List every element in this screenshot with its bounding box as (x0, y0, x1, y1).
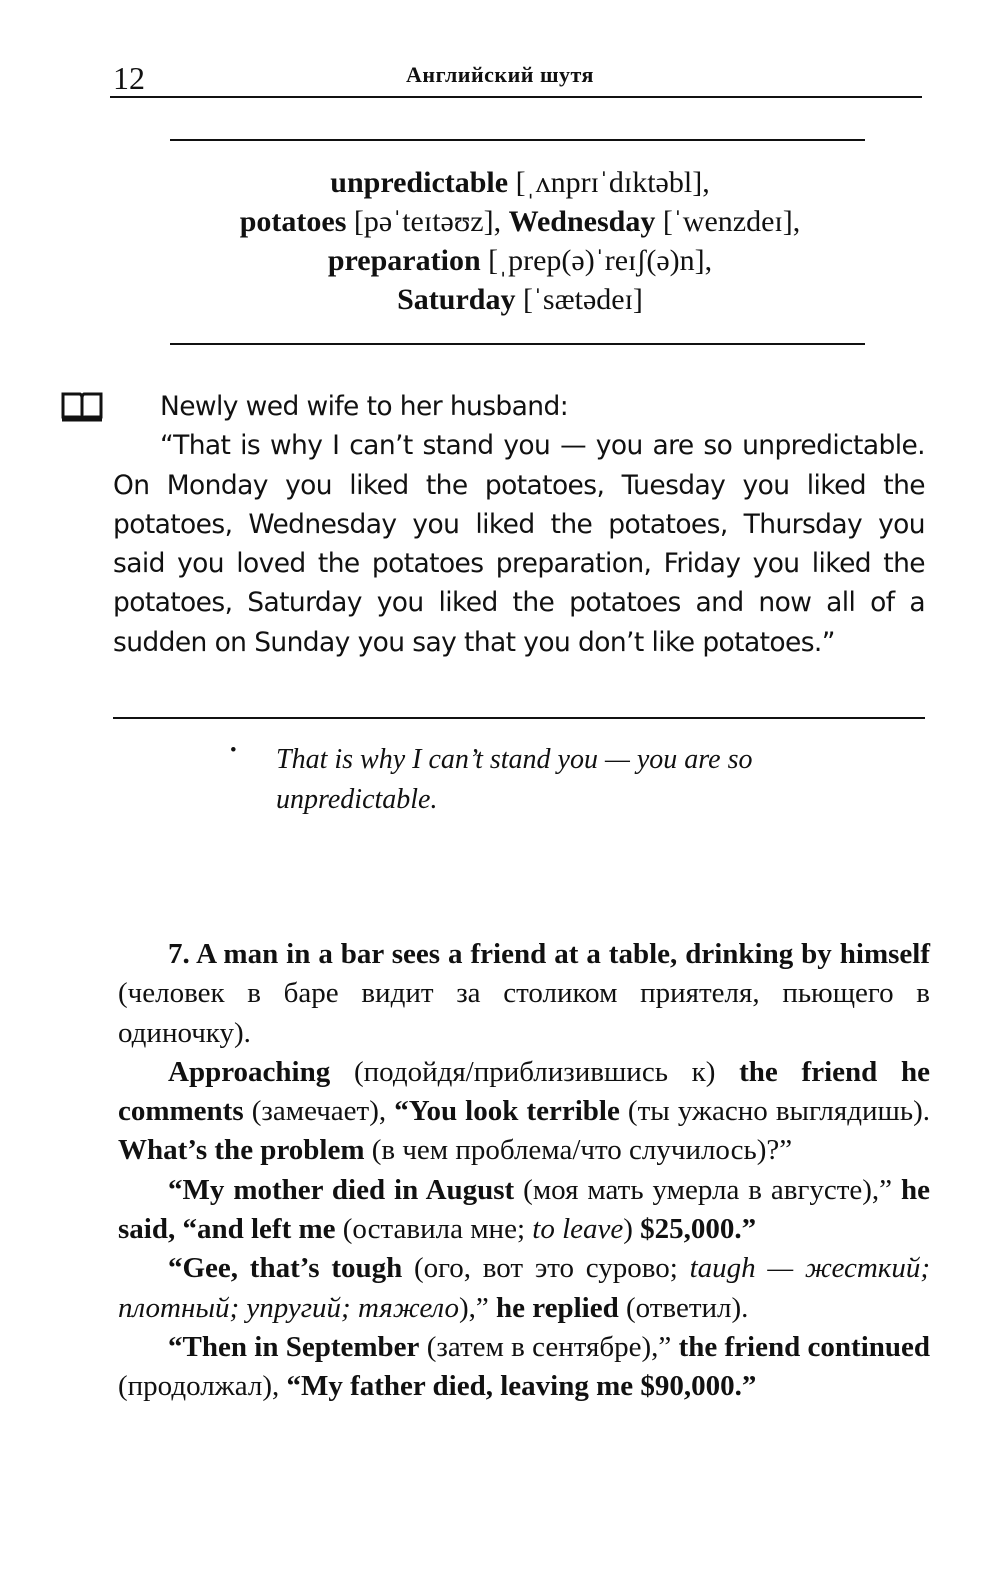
story-paragraph: Approaching (подойдя/приблизившись к) the friend he comments (замечает), “You look terrible (ты ужасно выглядишь). What’s the problem (в чем проблема/что случилось)?” (118, 1055, 930, 1167)
vocab-transcription: [ˌʌnprɪˈdɪktəbl] (515, 166, 703, 199)
joke-intro: Newly wed wife to her husband: (160, 391, 569, 422)
vocab-top-rule (170, 139, 865, 141)
vocab-transcription: [pəˈteɪtəʊz] (353, 205, 494, 238)
joke-rule (113, 717, 925, 719)
page-number: 12 (113, 60, 145, 96)
open-book-icon (60, 390, 104, 422)
running-title: Английский шутя (406, 62, 594, 87)
story-paragraph: “Gee, that’s tough (ого, вот это сурово; taugh — жесткий; плотный; упругий; тяжело),” he replied (ответил). (118, 1252, 930, 1324)
joke-quote: “That is why I can’t stand you — you are so unpredictable. On Monday you liked the potatoes, Tuesday you liked the potatoes, Wednesday you liked the potatoes, Thursday you said you loved the potatoes preparation, Friday you liked the potatoes, Saturday you liked the potatoes and now all of a sudden on Sunday you say that you don’t like potatoes.” (113, 430, 925, 658)
header-rule (110, 96, 922, 98)
joke-text (113, 387, 925, 662)
story-text (118, 935, 930, 1407)
key-phrase-note: That is why I can’t stand you — you are so unpredictable. (276, 744, 753, 815)
vocab-word: preparation (327, 244, 481, 277)
vocab-transcription: [ˌprep(ə)ˈreɪʃ(ə)n] (488, 244, 705, 277)
vocab-word: unpredictable (330, 166, 509, 199)
vocabulary-box: unpredictable [ˌʌnprɪˈdɪktəbl], potatoes [pəˈteɪtəʊz], Wednesday [ˈwenzdeɪ], preparation [ˌprep(ə)ˈreɪʃ(ə)n], Saturday [ˈsætədeɪ] (239, 166, 801, 316)
bullet: • (230, 740, 237, 761)
vocab-transcription: [ˈsætədeɪ] (522, 283, 643, 316)
vocab-word: potatoes (239, 205, 347, 238)
vocab-bottom-rule (170, 343, 865, 345)
vocab-word: Wednesday (508, 205, 656, 238)
story-paragraph: “Then in September (затем в сентябре),” the friend continued (продолжал), “My father died, leaving me $90,000.” (118, 1330, 931, 1403)
vocab-word: Saturday (397, 283, 516, 316)
story-paragraph: 7. A man in a bar sees a friend at a table, drinking by himself (человек в баре видит за столиком приятеля, пьющего в одиночку). (118, 938, 930, 1049)
vocab-transcription: [ˈwenzdeɪ] (662, 205, 793, 238)
story-paragraph: “My mother died in August (моя мать умерла в августе),” he said, “and left me (оставила мне; to leave) $25,000.” (118, 1173, 930, 1246)
